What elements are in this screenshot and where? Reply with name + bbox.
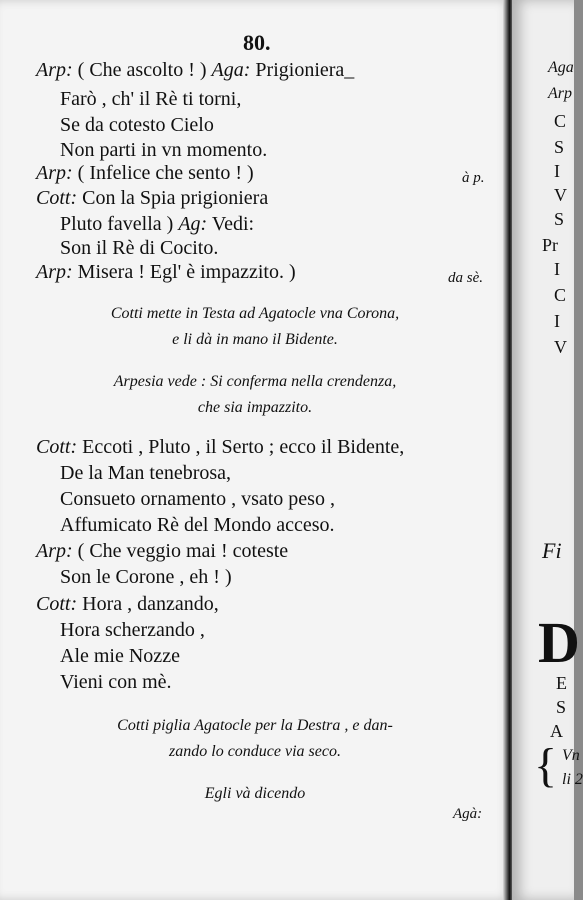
- verse-text: Son il Rè di Cocito.: [60, 237, 219, 259]
- verse-text: ( Che ascolto ! ): [77, 59, 207, 81]
- right-page-fragment: li 2: [562, 771, 583, 788]
- speaker-label: Ag:: [178, 213, 208, 235]
- verse-text: Hora , danzando,: [82, 593, 219, 615]
- stage-direction: e li dà in mano il Bidente.: [172, 331, 338, 348]
- verse-text: Son le Corone , eh ! ): [60, 566, 232, 588]
- aside-note: da sè.: [448, 270, 483, 286]
- verse-text: Vedi:: [211, 213, 255, 235]
- verse-text: Con la Spia prigioniera: [82, 187, 269, 209]
- verse-line: [60, 489, 335, 509]
- right-page-fragment: Aga: [548, 59, 574, 76]
- stage-direction: zando lo conduce via seco.: [169, 743, 341, 760]
- verse-text: ( Infelice che sento ! ): [77, 162, 254, 184]
- verse-text: Prigioniera_: [255, 59, 355, 81]
- catchword: Agà:: [453, 806, 483, 822]
- right-page-fragment: A: [550, 721, 563, 741]
- right-page-fragment: I: [554, 161, 560, 181]
- verse-line: [60, 672, 172, 692]
- verse-text: Farò , ch' il Rè ti torni,: [60, 88, 242, 110]
- stage-direction: Cotti piglia Agatocle per la Destra , e dan-: [117, 717, 393, 734]
- verse-line: [36, 163, 254, 183]
- right-page-fragment: Pr: [542, 235, 559, 255]
- stage-direction: Egli và dicendo: [204, 785, 306, 802]
- right-page-fragment: C: [554, 111, 567, 131]
- verse-line: [36, 437, 404, 457]
- speaker-label: Cott:: [36, 187, 78, 209]
- right-page-fragment: S: [554, 137, 565, 157]
- speaker-label: Aga:: [211, 59, 251, 81]
- right-page-fragment: C: [554, 285, 567, 305]
- verse-line: [60, 515, 335, 535]
- verse-line: [60, 89, 241, 109]
- verse-text: Ale mie Nozze: [60, 645, 180, 667]
- verse-line: [60, 238, 218, 258]
- speaker-label: Arp:: [36, 162, 73, 184]
- verse-line: [60, 567, 232, 587]
- right-page-fragment: S: [556, 697, 567, 717]
- verse-line: [60, 140, 267, 160]
- verse-text: Misera ! Egl' è impazzito. ): [77, 261, 296, 283]
- verse-line: [36, 60, 354, 80]
- verse-line: [60, 115, 214, 135]
- verse-text: Se da cotesto Cielo: [60, 114, 214, 136]
- verse-text: ( Che veggio mai ! coteste: [77, 540, 289, 562]
- verse-text: Eccoti , Pluto , il Serto ; ecco il Bidente,: [82, 436, 405, 458]
- verse-text: Pluto favella ): [60, 213, 174, 235]
- page-number: 80.: [243, 30, 271, 55]
- right-page-fragment: E: [556, 673, 567, 693]
- speaker-label: Arp:: [36, 59, 73, 81]
- verse-line: [60, 646, 180, 666]
- verse-text: Consueto ornamento , vsato peso ,: [60, 488, 335, 510]
- verse-line: [36, 594, 219, 614]
- verse-text: De la Man tenebrosa,: [60, 462, 232, 484]
- verse-line: [60, 620, 205, 640]
- verse-line: [60, 214, 254, 234]
- verse-line: [36, 188, 268, 208]
- verse-text: Affumicato Rè del Mondo acceso.: [60, 514, 335, 536]
- right-page-fragment: V: [554, 337, 567, 357]
- speaker-label: Arp:: [36, 540, 73, 562]
- verse-line: [36, 262, 296, 282]
- right-page-fragment: Arp: [548, 85, 572, 102]
- right-page-fragment: I: [554, 311, 560, 331]
- speaker-label: Cott:: [36, 593, 78, 615]
- stage-direction: Arpesia vede : Si conferma nella crendenza,: [113, 373, 397, 390]
- brace-glyph: {: [534, 739, 558, 792]
- right-page-fragment: D: [538, 610, 580, 675]
- aside-note: à p.: [462, 170, 485, 186]
- speaker-label: Arp:: [36, 261, 73, 283]
- verse-line: [60, 463, 231, 483]
- verse-text: Non parti in vn momento.: [60, 139, 268, 161]
- stage-direction: che sia impazzito.: [197, 399, 313, 416]
- right-page-fragment: Vn: [562, 747, 580, 764]
- verse-text: Hora scherzando ,: [60, 619, 205, 641]
- right-page-fragment: I: [554, 259, 560, 279]
- right-page-fragment: S: [554, 209, 565, 229]
- verse-line: [36, 541, 288, 561]
- right-page-fragment: Fi: [542, 538, 562, 563]
- speaker-label: Cott:: [36, 436, 78, 458]
- stage-direction: Cotti mette in Testa ad Agatocle vna Corona,: [110, 305, 400, 322]
- verse-text: Vieni con mè.: [60, 671, 172, 693]
- right-page-fragment: V: [554, 185, 567, 205]
